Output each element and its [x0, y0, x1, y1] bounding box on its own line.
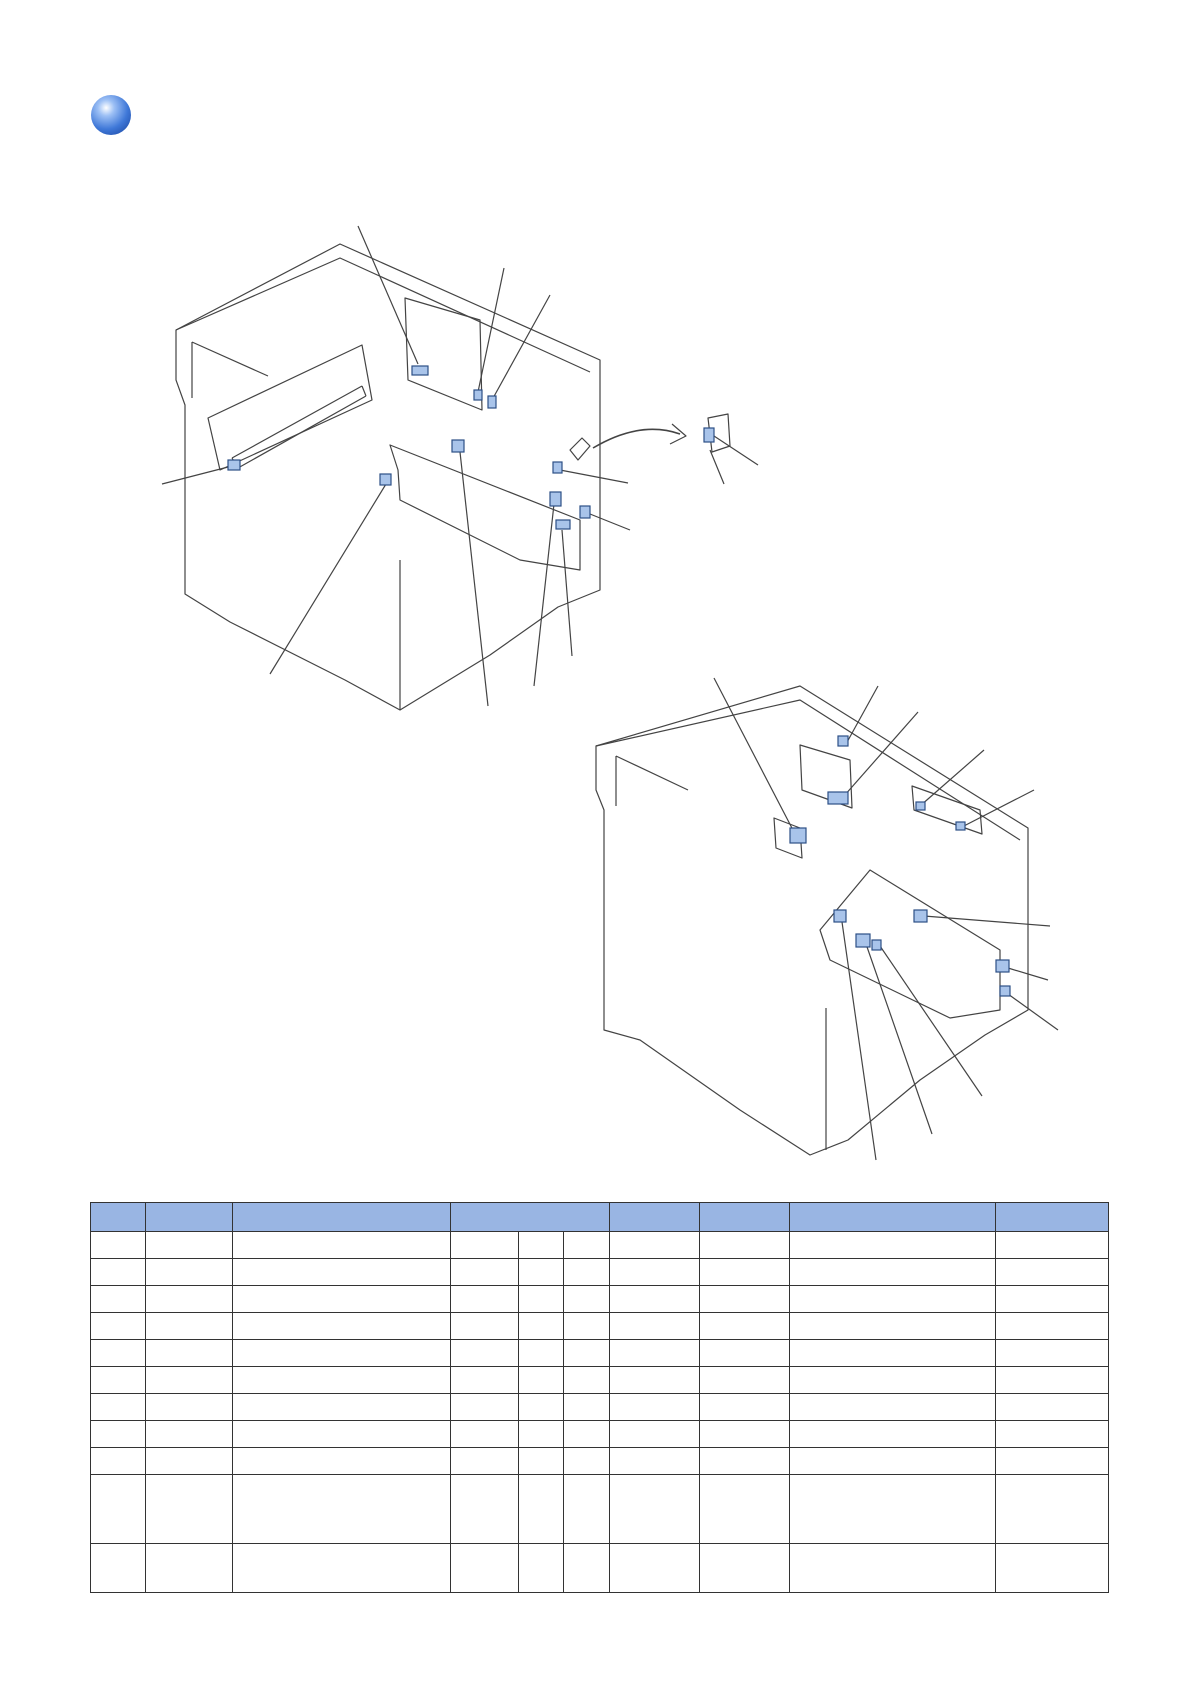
lower-leader-lines [714, 678, 1058, 1160]
table-row [91, 1421, 1109, 1448]
lower-unit-outline [596, 686, 1028, 1155]
connector-icon [556, 520, 570, 529]
connector-icon [412, 366, 428, 375]
header-cell [610, 1203, 700, 1232]
connector-icon [838, 736, 848, 746]
connector-icon [553, 462, 562, 473]
connector-icon [828, 792, 848, 804]
connector-markers [228, 366, 1010, 996]
table-row [91, 1259, 1109, 1286]
connector-icon [834, 910, 846, 922]
table-header-row [91, 1203, 1109, 1232]
header-cell [700, 1203, 790, 1232]
table-row [91, 1544, 1109, 1593]
connector-icon [488, 396, 496, 408]
table-row [91, 1448, 1109, 1475]
table-row [91, 1394, 1109, 1421]
table-row [91, 1475, 1109, 1544]
connector-icon [550, 492, 561, 506]
connector-icon [856, 934, 870, 947]
connector-icon [916, 802, 925, 810]
connector-icon [996, 960, 1009, 972]
header-cell [146, 1203, 233, 1232]
connector-icon [474, 390, 482, 400]
connector-icon [956, 822, 965, 830]
connector-icon [1000, 986, 1010, 996]
connector-icon [790, 828, 806, 843]
connector-icon [580, 506, 590, 518]
table-row [91, 1367, 1109, 1394]
connector-icon [228, 460, 240, 470]
header-cell [451, 1203, 610, 1232]
table-row [91, 1340, 1109, 1367]
table-row [91, 1286, 1109, 1313]
connector-icon [872, 940, 881, 950]
header-cell [91, 1203, 146, 1232]
connector-icon [914, 910, 927, 922]
connector-icon [452, 440, 464, 452]
table-row [91, 1313, 1109, 1340]
connector-icon [704, 428, 714, 442]
header-cell [233, 1203, 451, 1232]
connector-parts-table [90, 1202, 1109, 1593]
connector-icon [380, 474, 391, 485]
header-cell [790, 1203, 996, 1232]
header-cell [996, 1203, 1109, 1232]
table-row [91, 1232, 1109, 1259]
